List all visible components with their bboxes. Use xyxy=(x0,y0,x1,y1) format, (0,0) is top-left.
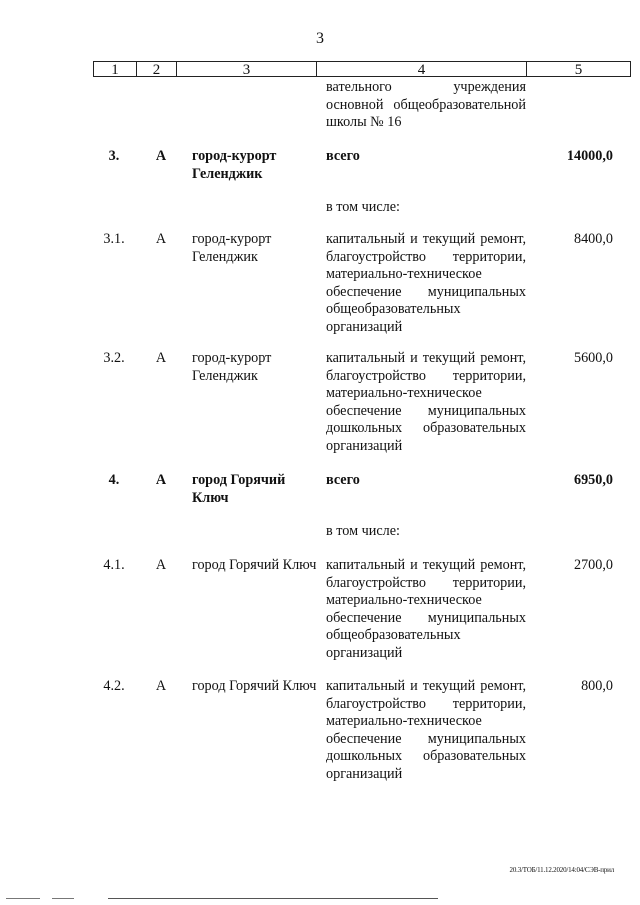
row-category: А xyxy=(155,350,167,366)
row-municipality: город Горячий Ключ xyxy=(192,472,286,506)
table-header xyxy=(93,61,631,77)
row-description: в том числе: xyxy=(326,523,400,539)
row-municipality: город-курорт Геленджик xyxy=(192,350,272,384)
row-description: всего xyxy=(326,148,360,164)
row-category: А xyxy=(155,472,167,488)
row-amount: 6950,0 xyxy=(573,472,613,488)
row-amount: 2700,0 xyxy=(573,557,613,573)
row-category: А xyxy=(155,678,167,694)
row-description: капитальный и текущий ремонт, благоустройство территории, материально-техническое обеспечение муниципальных дошкольных образовательных организаций xyxy=(326,350,526,454)
continuation-text: вательного учреждения основной общеобразовательной школы № 16 xyxy=(326,79,526,131)
row-category: А xyxy=(155,231,167,247)
scan-artifact-line xyxy=(108,898,438,899)
row-description: всего xyxy=(326,472,360,488)
document-code: 20.3/ТОБ/11.12.2020/14:04/СЭВ-прил xyxy=(509,866,614,874)
header-col-2: 2 xyxy=(137,62,177,76)
row-number: 4.1. xyxy=(103,557,125,573)
row-description: капитальный и текущий ремонт, благоустройство территории, материально-техническое обеспечение муниципальных общеобразовательных организаций xyxy=(326,231,526,335)
header-col-1: 1 xyxy=(94,62,137,76)
row-number: 4.2. xyxy=(103,678,125,694)
row-number: 3.2. xyxy=(103,350,125,366)
row-category: А xyxy=(155,148,167,164)
header-col-5: 5 xyxy=(574,62,583,78)
scan-artifact-line xyxy=(52,898,74,899)
row-amount: 5600,0 xyxy=(573,350,613,366)
row-municipality: город Горячий Ключ xyxy=(192,557,317,573)
page-number: 3 xyxy=(316,30,324,47)
scan-artifact-line xyxy=(6,898,40,899)
row-amount: 800,0 xyxy=(581,678,613,694)
row-number: 3. xyxy=(108,148,120,164)
header-col-3: 3 xyxy=(177,62,317,76)
row-municipality: город-курорт Геленджик xyxy=(192,148,277,182)
row-municipality: город-курорт Геленджик xyxy=(192,231,272,265)
header-col-4: 4 xyxy=(317,62,527,76)
row-municipality: город Горячий Ключ xyxy=(192,678,317,694)
row-category: А xyxy=(155,557,167,573)
row-description: в том числе: xyxy=(326,199,400,215)
row-description: капитальный и текущий ремонт, благоустройство территории, материально-техническое обеспечение муниципальных дошкольных образовательных организаций xyxy=(326,678,526,782)
row-number: 4. xyxy=(108,472,120,488)
row-amount: 8400,0 xyxy=(573,231,613,247)
row-description: капитальный и текущий ремонт, благоустройство территории, материально-техническое обеспечение муниципальных общеобразовательных организаций xyxy=(326,557,526,661)
row-number: 3.1. xyxy=(103,231,125,247)
row-amount: 14000,0 xyxy=(566,148,613,164)
